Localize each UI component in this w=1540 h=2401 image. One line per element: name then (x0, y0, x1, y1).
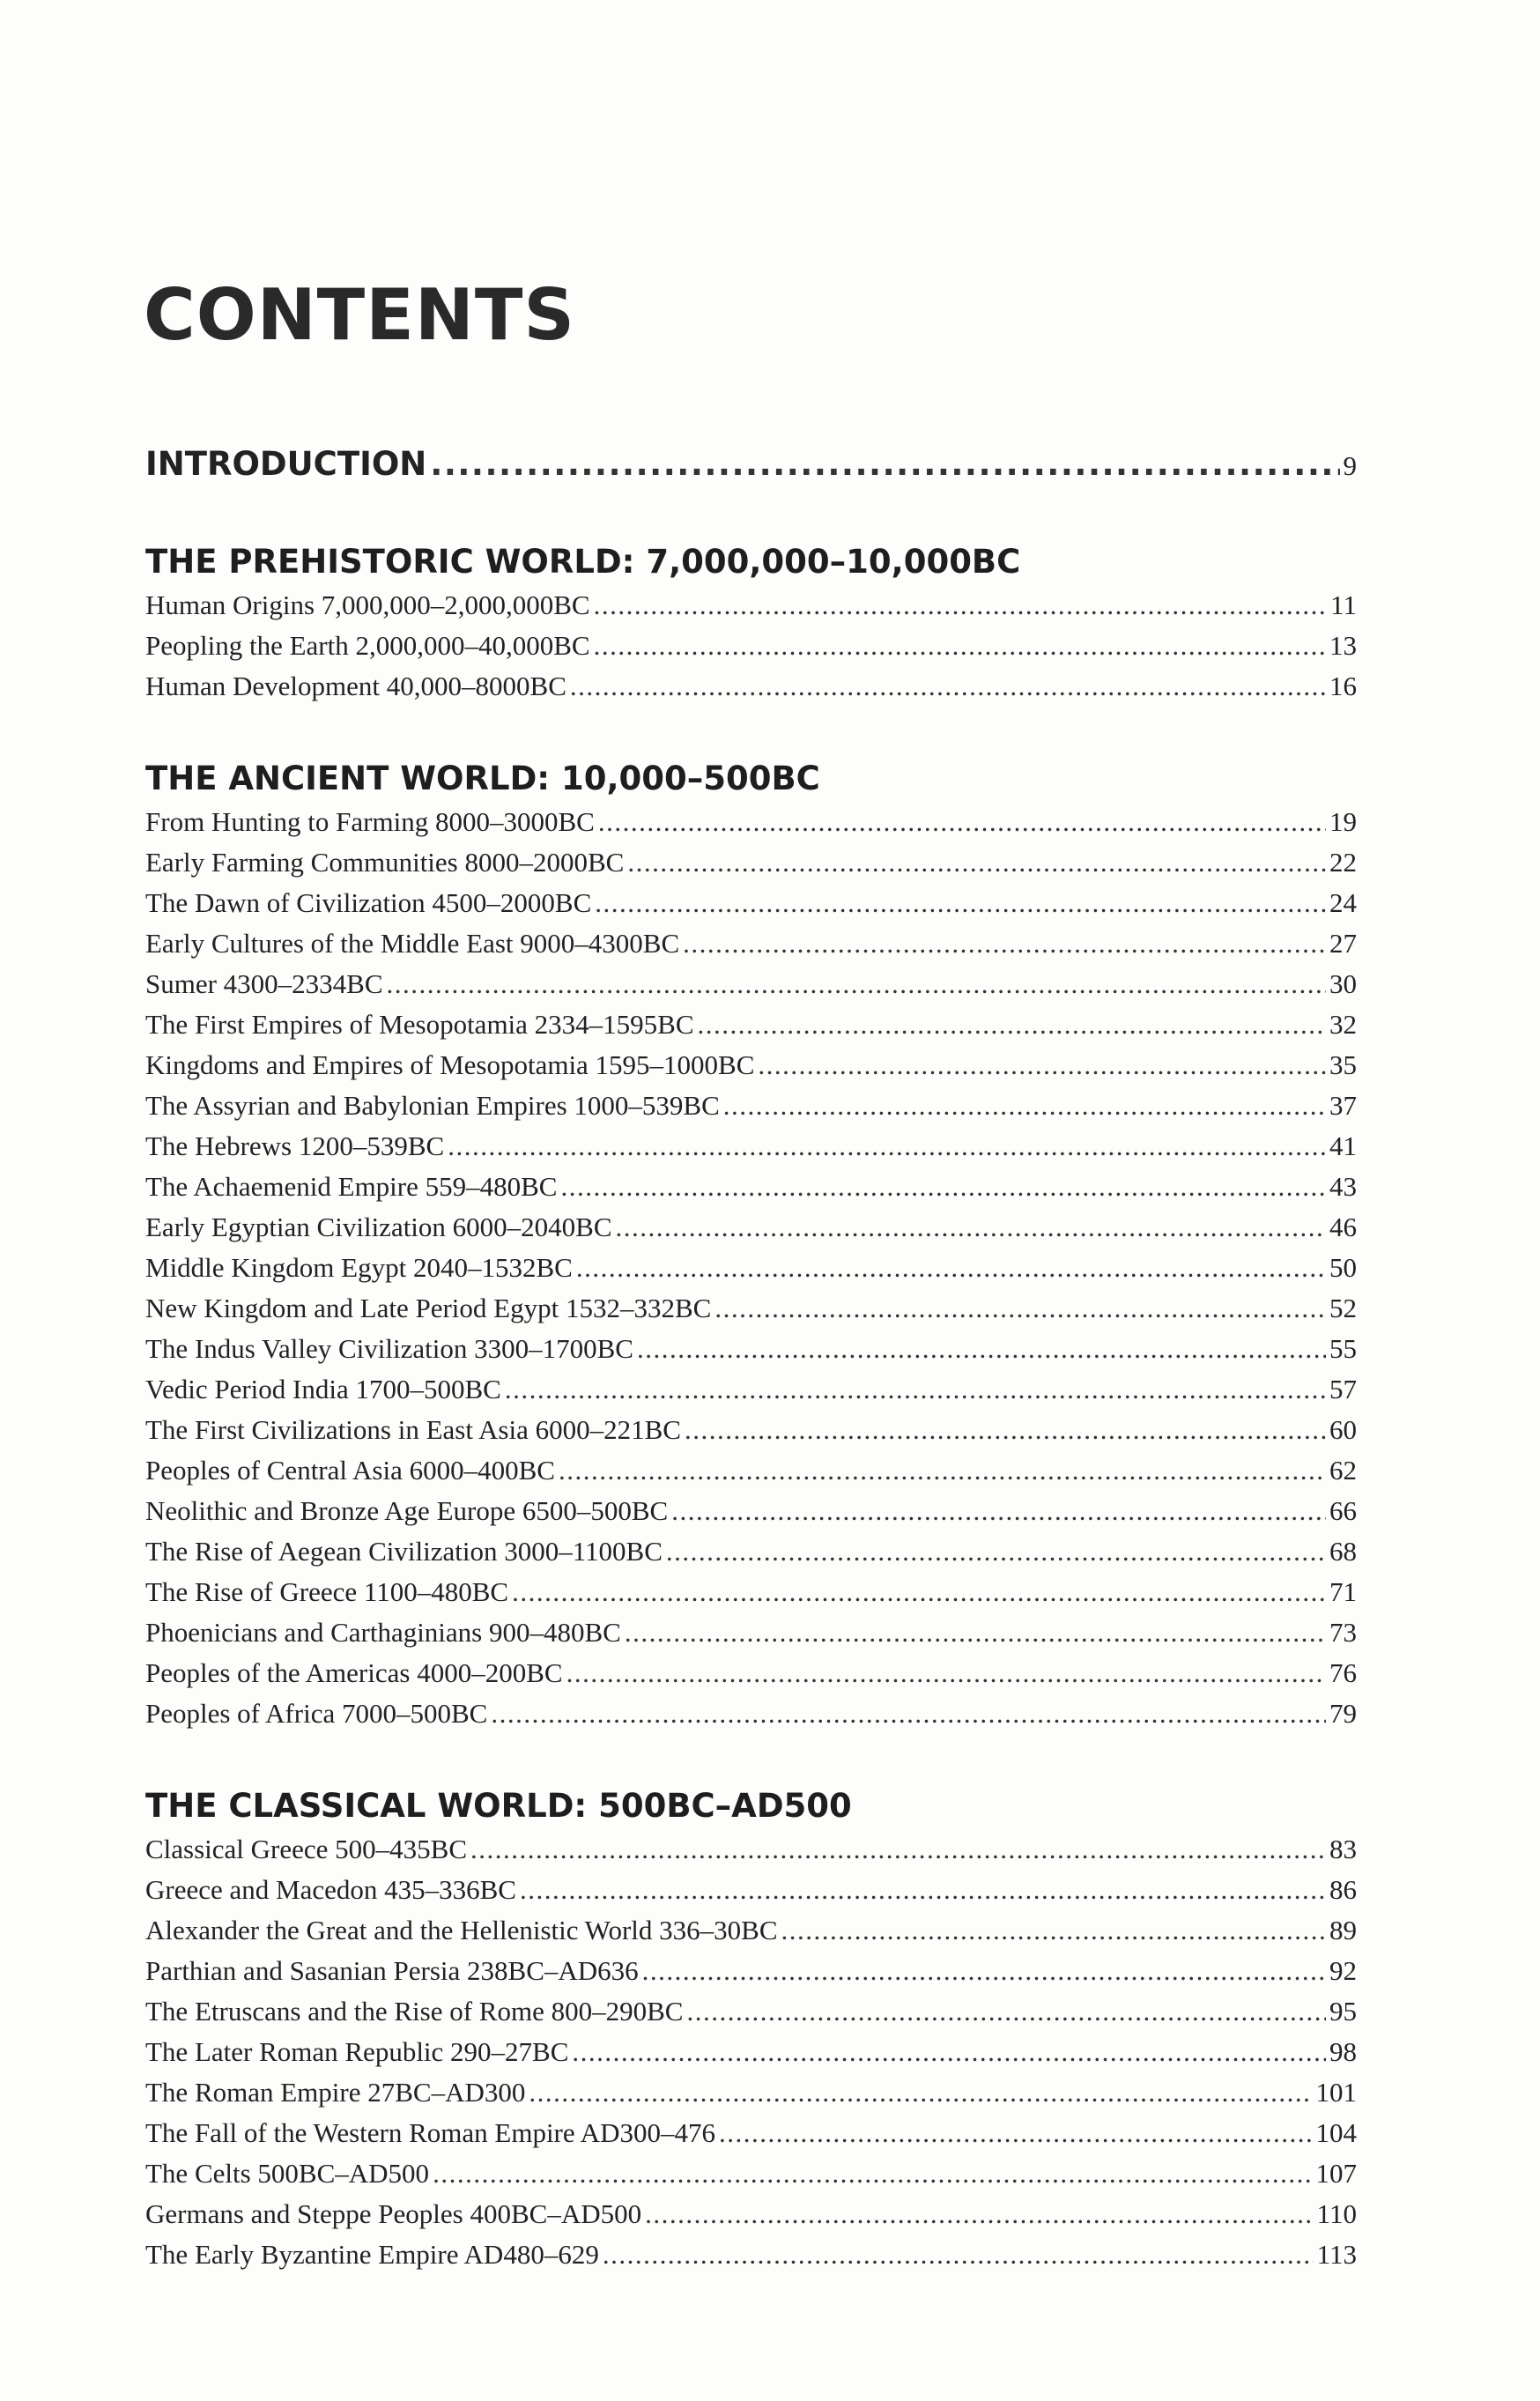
toc-entry[interactable] (145, 2036, 1357, 2077)
toc-entry-label: The Etruscans and the Rise of Rome 800–290BC (145, 1996, 684, 2027)
dot-leader (491, 1698, 1326, 1730)
toc-entry-label: Germans and Steppe Peoples 400BC–AD500 (145, 2198, 642, 2229)
toc-entry-page-number: 32 (1329, 1009, 1357, 1040)
toc-entry-page-number: 19 (1329, 806, 1357, 837)
toc-entry[interactable] (145, 1657, 1357, 1698)
toc-entry[interactable] (145, 1874, 1357, 1915)
toc-entry-page-number: 52 (1329, 1293, 1357, 1323)
dot-leader (642, 1955, 1326, 1987)
dot-leader (683, 928, 1326, 960)
toc-entry-page-number: 16 (1329, 671, 1357, 701)
toc-entry-page-number: 76 (1329, 1657, 1357, 1688)
toc-entry-page-number: 68 (1329, 1536, 1357, 1567)
toc-entry-label: Peoples of Africa 7000–500BC (145, 1698, 488, 1729)
toc-entry[interactable] (145, 1576, 1357, 1617)
dot-leader (505, 1374, 1326, 1405)
toc-entry-label: The Hebrews 1200–539BC (145, 1130, 445, 1161)
dot-leader (719, 2117, 1313, 2149)
dot-leader (448, 1130, 1326, 1162)
toc-entry-page-number: 107 (1315, 2158, 1357, 2189)
dot-leader (570, 671, 1326, 702)
dot-leader (671, 1495, 1326, 1527)
toc-entry-label: The Roman Empire 27BC–AD300 (145, 2077, 526, 2108)
toc-section (145, 757, 1357, 1738)
toc-entry[interactable] (145, 2198, 1357, 2239)
toc-entry[interactable] (145, 1955, 1357, 1996)
toc-entry-page-number: 98 (1329, 2036, 1357, 2067)
toc-entry-label: Middle Kingdom Egypt 2040–1532BC (145, 1252, 573, 1283)
dot-leader (758, 1049, 1326, 1081)
toc-entry[interactable] (145, 928, 1357, 968)
toc-entry-label: The Assyrian and Babylonian Empires 1000–539BC (145, 1090, 720, 1121)
dot-leader (529, 2077, 1312, 2108)
dot-leader (685, 1414, 1326, 1446)
dot-leader (576, 1252, 1326, 1284)
toc-entry-label: Alexander the Great and the Hellenistic World 336–30BC (145, 1915, 778, 1945)
toc-entry[interactable] (145, 806, 1357, 847)
toc-entry[interactable] (145, 1455, 1357, 1495)
dot-leader (430, 445, 1339, 483)
toc-entry-label: INTRODUCTION (145, 445, 427, 483)
dot-leader (559, 1455, 1326, 1486)
toc-entry[interactable] (145, 630, 1357, 671)
toc-entry-page-number: 9 (1343, 450, 1357, 481)
toc-entry-label: The Indus Valley Civilization 3300–1700BC (145, 1333, 633, 1364)
toc-entry-page-number: 13 (1329, 630, 1357, 661)
toc-entry[interactable] (145, 1915, 1357, 1955)
dot-leader (616, 1212, 1326, 1243)
toc-entry[interactable] (145, 968, 1357, 1009)
toc-entry[interactable] (145, 2117, 1357, 2158)
toc-entry[interactable] (145, 1495, 1357, 1536)
dot-leader (433, 2158, 1312, 2190)
dot-leader (625, 1617, 1326, 1649)
dot-leader (572, 2036, 1326, 2068)
toc-entry[interactable] (145, 887, 1357, 928)
toc-entry-page-number: 71 (1329, 1576, 1357, 1607)
dot-leader (666, 1536, 1326, 1567)
toc-entry-page-number: 101 (1315, 2077, 1357, 2108)
toc-entry-page-number: 79 (1329, 1698, 1357, 1729)
toc-entry[interactable] (145, 2239, 1357, 2279)
toc-entry-label: From Hunting to Farming 8000–3000BC (145, 806, 595, 837)
dot-leader (637, 1333, 1326, 1365)
page-title: CONTENTS (144, 274, 576, 356)
dot-leader (645, 2198, 1314, 2230)
toc-entry-label: The Early Byzantine Empire AD480–629 (145, 2239, 599, 2270)
toc-entry[interactable] (145, 1090, 1357, 1130)
dot-leader (698, 1009, 1326, 1041)
toc-entry-label: Parthian and Sasanian Persia 238BC–AD636 (145, 1955, 639, 1986)
toc-entry-page-number: 43 (1329, 1171, 1357, 1202)
toc-entry-page-number: 35 (1329, 1049, 1357, 1080)
toc-entry-page-number: 55 (1329, 1333, 1357, 1364)
toc-entry-page-number: 66 (1329, 1495, 1357, 1526)
toc-entry-label: Kingdoms and Empires of Mesopotamia 1595–1000BC (145, 1049, 755, 1080)
toc-entry-label: The Later Roman Republic 290–27BC (145, 2036, 569, 2067)
dot-leader (714, 1293, 1326, 1324)
toc-entry-label: The First Empires of Mesopotamia 2334–1595BC (145, 1009, 694, 1040)
toc-entry-page-number: 50 (1329, 1252, 1357, 1283)
toc-entry-label: Greece and Macedon 435–336BC (145, 1874, 516, 1905)
toc-entry-page-number: 46 (1329, 1212, 1357, 1242)
section-heading: THE PREHISTORIC WORLD: 7,000,000–10,000BC (145, 543, 1021, 581)
section-heading: THE ANCIENT WORLD: 10,000–500BC (145, 760, 820, 797)
dot-leader (595, 887, 1326, 919)
toc-entry-label: The First Civilizations in East Asia 6000–221BC (145, 1414, 681, 1445)
toc-entry-label: Peopling the Earth 2,000,000–40,000BC (145, 630, 590, 661)
toc-entry-page-number: 86 (1329, 1874, 1357, 1905)
toc-entry[interactable] (145, 1009, 1357, 1049)
toc-entry[interactable] (145, 1212, 1357, 1252)
dot-leader (387, 968, 1326, 1000)
dot-leader (594, 589, 1328, 621)
dot-leader (566, 1657, 1326, 1689)
toc-entry[interactable] (145, 1698, 1357, 1738)
toc-entry-page-number: 62 (1329, 1455, 1357, 1486)
toc-entry-label: The Rise of Aegean Civilization 3000–1100BC (145, 1536, 663, 1567)
toc-entry[interactable] (145, 1617, 1357, 1657)
toc-entry[interactable] (145, 1414, 1357, 1455)
toc-section (145, 1784, 1357, 2279)
toc-entry-label: The Dawn of Civilization 4500–2000BC (145, 887, 592, 918)
toc-entry[interactable] (145, 1374, 1357, 1414)
toc-entry[interactable] (145, 1996, 1357, 2036)
dot-leader (603, 2239, 1314, 2271)
toc-entry-page-number: 41 (1329, 1130, 1357, 1161)
toc-entry[interactable] (145, 1293, 1357, 1333)
toc-entry[interactable] (145, 1834, 1357, 1874)
toc-entry-page-number: 60 (1329, 1414, 1357, 1445)
toc-entry[interactable] (145, 589, 1357, 630)
toc-entry[interactable] (145, 1333, 1357, 1374)
dot-leader (520, 1874, 1326, 1906)
toc-entry-page-number: 95 (1329, 1996, 1357, 2027)
toc-entry-label: Phoenicians and Carthaginians 900–480BC (145, 1617, 621, 1648)
toc-entry-page-number: 110 (1316, 2198, 1357, 2229)
dot-leader (723, 1090, 1326, 1122)
toc-entry-label: The Achaemenid Empire 559–480BC (145, 1171, 558, 1202)
toc-entry[interactable] (145, 1171, 1357, 1212)
toc-entry-page-number: 11 (1330, 589, 1357, 620)
toc-entry-page-number: 73 (1329, 1617, 1357, 1648)
toc-entry-page-number: 113 (1316, 2239, 1357, 2270)
toc-entry-label: Neolithic and Bronze Age Europe 6500–500BC (145, 1495, 669, 1526)
toc-entry[interactable] (145, 2077, 1357, 2117)
toc-entry[interactable] (145, 1536, 1357, 1576)
toc-entry[interactable] (145, 671, 1357, 711)
toc-entry[interactable] (145, 1252, 1357, 1293)
toc-entry-label: The Rise of Greece 1100–480BC (145, 1576, 509, 1607)
toc-entry-label: New Kingdom and Late Period Egypt 1532–332BC (145, 1293, 712, 1323)
toc-entry-page-number: 57 (1329, 1374, 1357, 1404)
toc-entry-label: Human Origins 7,000,000–2,000,000BC (145, 589, 590, 620)
toc-entry-label: Early Farming Communities 8000–2000BC (145, 847, 625, 878)
dot-leader (594, 630, 1326, 662)
toc-entry[interactable] (145, 2158, 1357, 2198)
toc-entry-page-number: 24 (1329, 887, 1357, 918)
dot-leader (470, 1834, 1326, 1865)
toc-entry-label: Early Cultures of the Middle East 9000–4300BC (145, 928, 680, 959)
toc-entry-label: The Fall of the Western Roman Empire AD300–476 (145, 2117, 715, 2148)
toc-entry-label: Vedic Period India 1700–500BC (145, 1374, 501, 1404)
toc-entry-page-number: 89 (1329, 1915, 1357, 1945)
toc-entry-page-number: 30 (1329, 968, 1357, 999)
toc-entry-label: Peoples of the Americas 4000–200BC (145, 1657, 563, 1688)
toc-entry-label: Peoples of Central Asia 6000–400BC (145, 1455, 555, 1486)
section-heading: THE CLASSICAL WORLD: 500BC–AD500 (145, 1787, 852, 1825)
toc-entry-introduction[interactable] (145, 445, 1357, 494)
toc-entry-label: The Celts 500BC–AD500 (145, 2158, 430, 2189)
toc-entry-label: Sumer 4300–2334BC (145, 968, 383, 999)
toc-entry-label: Early Egyptian Civilization 6000–2040BC (145, 1212, 612, 1242)
toc-entry-page-number: 92 (1329, 1955, 1357, 1986)
toc-entry[interactable] (145, 847, 1357, 887)
dot-leader (512, 1576, 1326, 1608)
toc-entry-page-number: 27 (1329, 928, 1357, 959)
dot-leader (560, 1171, 1326, 1203)
toc-entry[interactable] (145, 1049, 1357, 1090)
dot-leader (686, 1996, 1326, 2027)
toc-entry-label: Classical Greece 500–435BC (145, 1834, 468, 1864)
dot-leader (627, 847, 1326, 878)
dot-leader (781, 1915, 1327, 1946)
toc-entry-label: Human Development 40,000–8000BC (145, 671, 566, 701)
toc-entry-page-number: 104 (1315, 2117, 1357, 2148)
toc-entry-page-number: 83 (1329, 1834, 1357, 1864)
dot-leader (598, 806, 1326, 838)
toc-entry-page-number: 37 (1329, 1090, 1357, 1121)
toc-section (145, 540, 1357, 711)
toc-entry[interactable] (145, 1130, 1357, 1171)
toc-entry-page-number: 22 (1329, 847, 1357, 878)
table-of-contents (145, 445, 1357, 2279)
